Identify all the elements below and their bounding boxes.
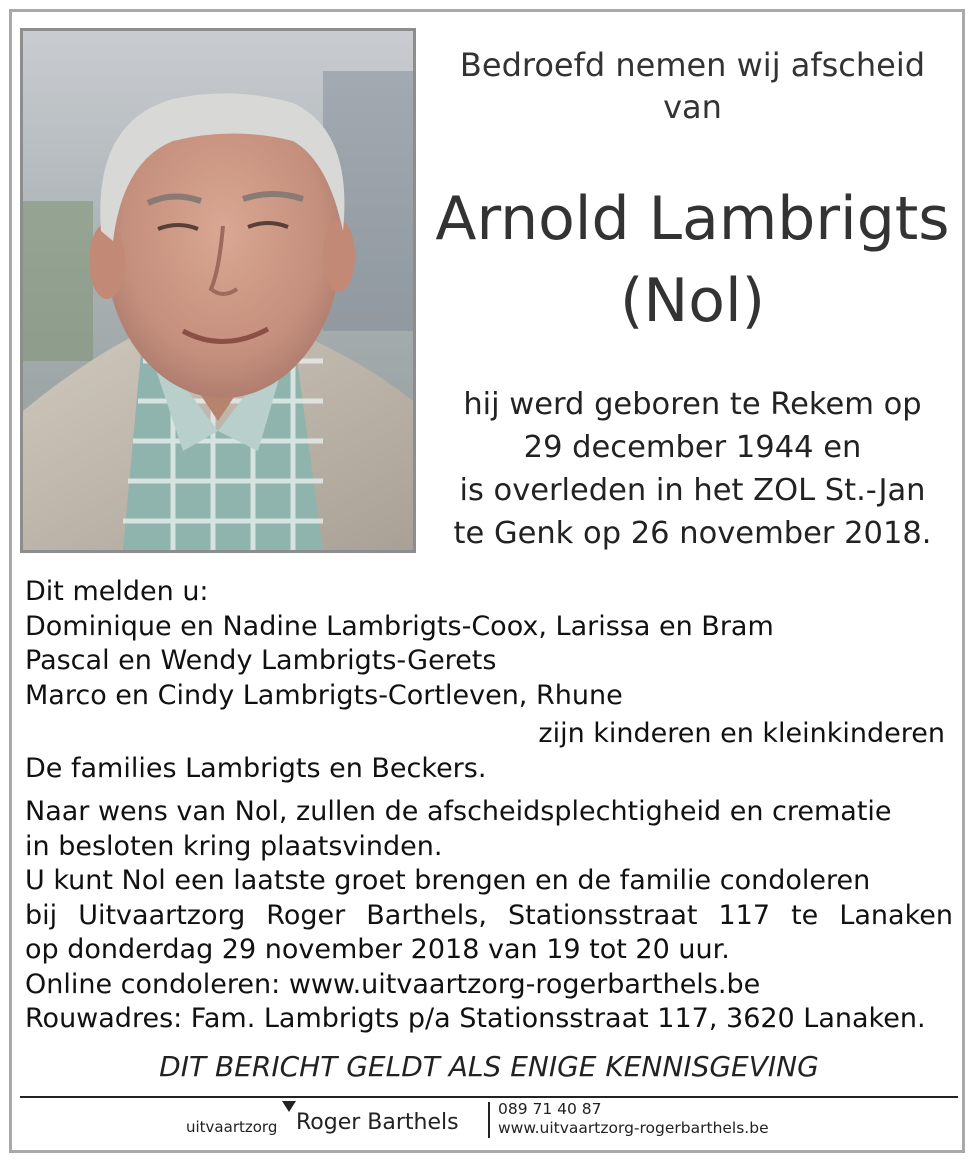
triangle-logo-icon — [282, 1101, 296, 1112]
announcer-line: Pascal en Wendy Lambrigts-Gerets — [25, 645, 497, 676]
footer-separator — [488, 1102, 490, 1138]
portrait-photo — [20, 28, 416, 553]
portrait-illustration — [23, 31, 413, 550]
details-line: U kunt Nol een laatste groet brengen en de familie condoleren — [25, 865, 871, 896]
funeral-home-footer — [0, 1100, 980, 1148]
details-line: Naar wens van Nol, zullen de afscheidsplechtigheid en crematie — [25, 796, 892, 827]
birth-death-text — [430, 383, 955, 555]
deceased-name-block — [430, 178, 955, 342]
ceremony-details — [25, 795, 953, 1037]
announcers-list — [25, 575, 774, 713]
families-text: De families Lambrigts en Beckers. — [25, 753, 487, 784]
announcer-line: Dominique en Nadine Lambrigts-Coox, Larissa en Bram — [25, 610, 774, 642]
intro-line-2: van — [663, 88, 722, 126]
footer-phone: 089 71 40 87 — [498, 1100, 602, 1118]
announcer-line: Marco en Cindy Lambrigts-Cortleven, Rhune — [25, 679, 623, 711]
birth-line-4: te Genk op 26 november 2018. — [453, 516, 932, 551]
deceased-nickname: (Nol) — [619, 266, 766, 336]
footer-brand: Roger Barthels — [296, 1110, 459, 1135]
footer-divider — [20, 1096, 958, 1098]
details-line: op donderdag 29 november 2018 van 19 tot 20 uur. — [25, 934, 730, 965]
birth-line-3: is overleden in het ZOL St.-Jan — [459, 473, 926, 508]
online-condolence-line: Online condoleren: www.uitvaartzorg-rogerbarthels.be — [25, 968, 761, 1000]
announcers-heading: Dit melden u: — [25, 576, 209, 607]
deceased-name: Arnold Lambrigts — [435, 184, 950, 254]
footer-website: www.uitvaartzorg-rogerbarthels.be — [498, 1119, 769, 1137]
mourning-address-line: Rouwadres: Fam. Lambrigts p/a Stationsstraat 117, 3620 Lanaken. — [25, 1003, 926, 1034]
details-line: bij Uitvaartzorg Roger Barthels, Stationsstraat 117 te Lanaken — [25, 899, 953, 931]
closing-notice: DIT BERICHT GELDT ALS ENIGE KENNISGEVING — [159, 1050, 819, 1083]
intro-line-1: Bedroefd nemen wij afscheid — [459, 46, 926, 84]
birth-line-2: 29 december 1944 en — [523, 430, 862, 465]
footer-prefix: uitvaartzorg — [186, 1118, 278, 1136]
relation-text: zijn kinderen en kleinkinderen — [538, 718, 945, 749]
intro-text — [430, 44, 955, 128]
footer-contact — [498, 1100, 769, 1138]
birth-line-1: hij werd geboren te Rekem op — [463, 387, 922, 422]
details-line: in besloten kring plaatsvinden. — [25, 830, 443, 862]
